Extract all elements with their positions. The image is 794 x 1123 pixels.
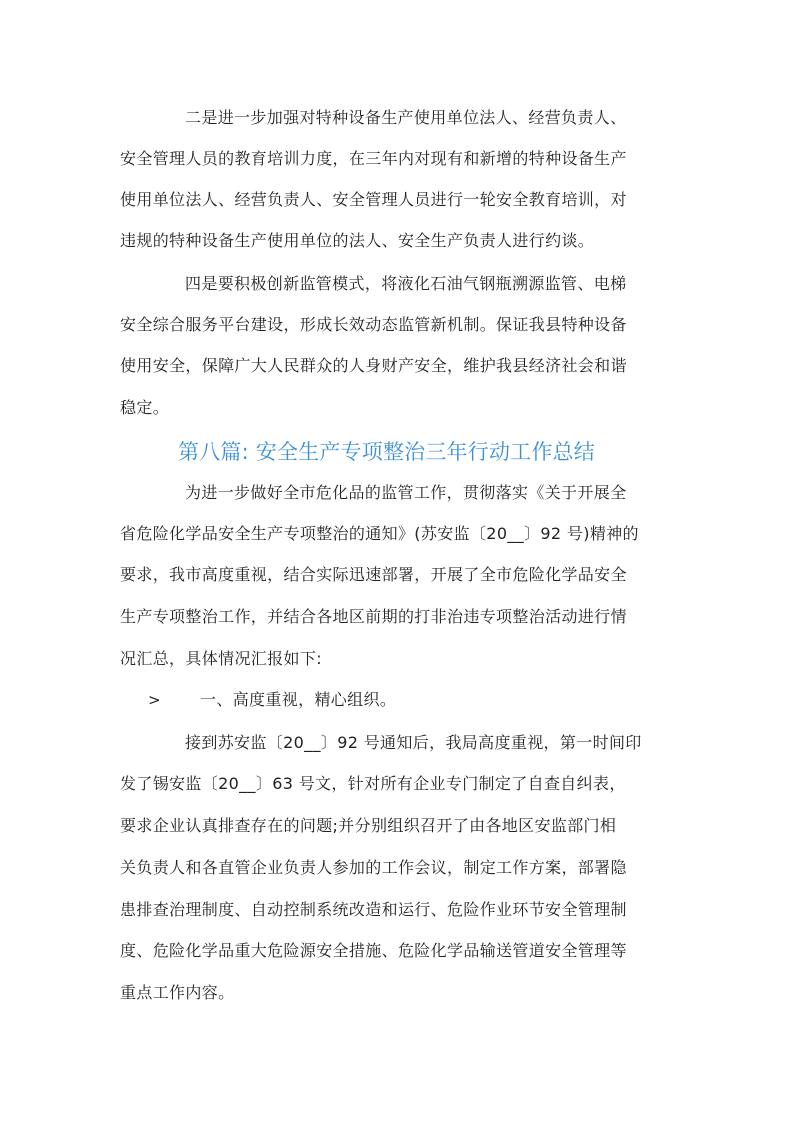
- paragraph-line: 生产专项整治工作，并结合各地区前期的打非治违专项整治活动进行情: [120, 607, 627, 626]
- paragraph-line: 为进一步做好全市危化品的监管工作，贯彻落实《关于开展全: [185, 483, 627, 502]
- paragraph-line: 使用安全，保障广大人民群众的人身财产安全，维护我县经济社会和谐: [120, 356, 627, 375]
- paragraph-line: 接到苏安监〔20__〕92 号通知后，我局高度重视，第一时间印: [185, 733, 642, 752]
- paragraph-line: 发了锡安监〔20__〕63 号文，针对所有企业专门制定了自查自纠表，: [120, 774, 626, 793]
- paragraph-line: 二是进一步加强对特种设备生产使用单位法人、经营负责人、: [185, 108, 627, 127]
- paragraph-line: 四是要积极创新监管模式，将液化石油气钢瓶溯源监管、电梯: [185, 274, 627, 293]
- paragraph-line: 安全综合服务平台建设，形成长效动态监管新机制。保证我县特种设备: [120, 315, 627, 334]
- section-heading: 第八篇: 安全生产专项整治三年行动工作总结: [178, 440, 595, 464]
- paragraph-line: 使用单位法人、经营负责人、安全管理人员进行一轮安全教育培训，对: [120, 190, 627, 209]
- paragraph-line: 重点工作内容。: [120, 983, 235, 1002]
- bullet-icon: >: [148, 691, 161, 709]
- paragraph-line: 关负责人和各直管企业负责人参加的工作会议，制定工作方案，部署隐: [120, 858, 627, 877]
- bullet-item-text: 一、高度重视，精心组织。: [200, 690, 397, 709]
- paragraph-line: 患排查治理制度、自动控制系统改造和运行、危险作业环节安全管理制: [120, 900, 627, 919]
- paragraph-line: 违规的特种设备生产使用单位的法人、安全生产负责人进行约谈。: [120, 231, 595, 250]
- paragraph-line: 省危险化学品安全生产专项整治的通知》(苏安监〔20__〕92 号)精神的: [120, 524, 639, 543]
- paragraph-line: 要求企业认真排查存在的问题;并分别组织召开了由各地区安监部门相: [120, 816, 617, 835]
- paragraph-line: 要求，我市高度重视，结合实际迅速部署，开展了全市危险化学品安全: [120, 565, 627, 584]
- paragraph-line: 安全管理人员的教育培训力度，在三年内对现有和新增的特种设备生产: [120, 149, 627, 168]
- paragraph-line: 稳定。: [120, 398, 170, 417]
- paragraph-line: 度、危险化学品重大危险源安全措施、危险化学品输送管道安全管理等: [120, 941, 627, 960]
- paragraph-line: 况汇总，具体情况汇报如下:: [120, 649, 322, 668]
